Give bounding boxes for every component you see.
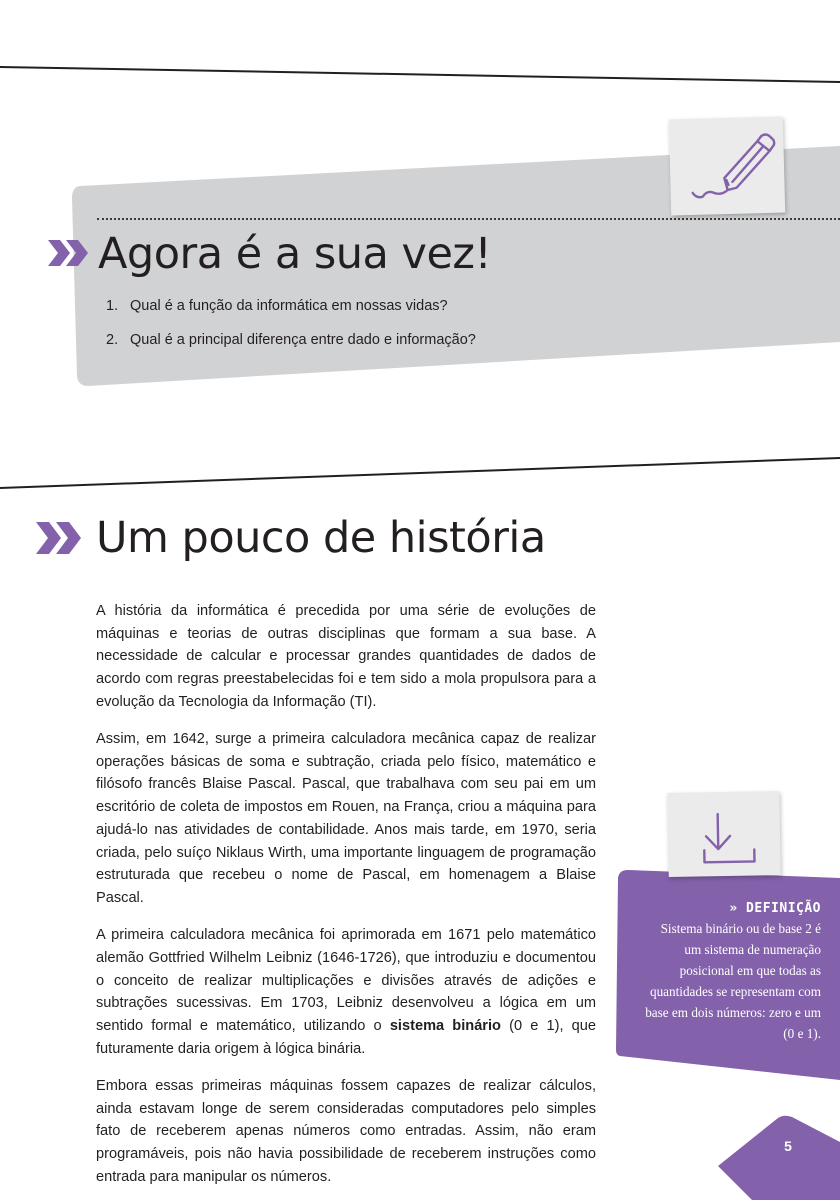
activity-title: Agora é a sua vez! <box>98 229 492 279</box>
paragraph: Embora essas primeiras máquinas fossem capazes de realizar cálculos, ainda estavam longe de serem consideradas computadores pelo simples fato de receberem apenas números como entradas. Assim, não eram programáveis, pois não havia possibilidade de receberem instruções como entrada para manipular os números. <box>96 1077 596 1185</box>
text-run: A primeira calculadora mecânica foi aprimorada em 1671 pelo matemático alemão Gottfried Wilhelm Leibniz (1646-1726), que introduziu e documentou o conceito de realizar multiplicações e divisões através de adições e subtrações sucessivas. Em 1703, Leibniz desenvolveu a lógica em um sentido formal e matemático, utilizando o <box>96 927 596 1034</box>
definition-heading: » DEFINIÇÃO <box>729 901 821 916</box>
paragraph: A história da informática é precedida por uma série de evoluções de máquinas e teorias de outras disciplinas que formam a sua base. A necessidade de calcular e processar grandes quantidades de dados de acordo com regras preestabelecidas foi e tem sido a mola propulsora para a evolução da Tecnologia da Informação (TI). <box>96 603 596 710</box>
bold-term: sistema binário <box>389 1017 501 1034</box>
page-corner <box>718 1114 840 1200</box>
definition-text: Sistema binário ou de base 2 é um sistema de numeração posicional em que todas as quantidades se representam com base em dois números: zero e um (0 e 1). <box>645 921 821 1041</box>
text-run: (0 e 1), que futuramente daria origem à lógica binária. <box>96 1017 596 1057</box>
paragraph: Assim, em 1642, surge a primeira calculadora mecânica capaz de realizar operações básicas de soma e subtração, criada pelo físico, matemático e filósofo francês Blaise Pascal. Pascal, que trabalhava com seu pai em um escritório de coleta de impostos em Rouen, na França, criou a máquina para ajudá-lo nas atividades de contabilidade. Anos mais tarde, em 1970, seria criada, pelo suíço Niklaus Wirth, uma importante linguagem de programação estruturada que recebeu o nome de Pascal, em homenagem a Blaise Pascal. <box>96 731 596 906</box>
download-note <box>667 791 780 877</box>
page-number: 5 <box>784 1138 792 1154</box>
section-title: Um pouco de história <box>96 513 546 563</box>
question-number: 1. <box>106 298 119 314</box>
section-divider-line <box>0 0 840 500</box>
question-text: Qual é a principal diferença entre dado e informação? <box>130 332 476 348</box>
paragraph <box>96 924 596 1060</box>
question-number: 2. <box>106 332 119 348</box>
download-icon <box>667 791 780 877</box>
question-text: Qual é a função da informática em nossas vidas? <box>130 298 448 314</box>
double-chevron-icon <box>34 518 84 558</box>
article-body <box>96 600 596 1203</box>
